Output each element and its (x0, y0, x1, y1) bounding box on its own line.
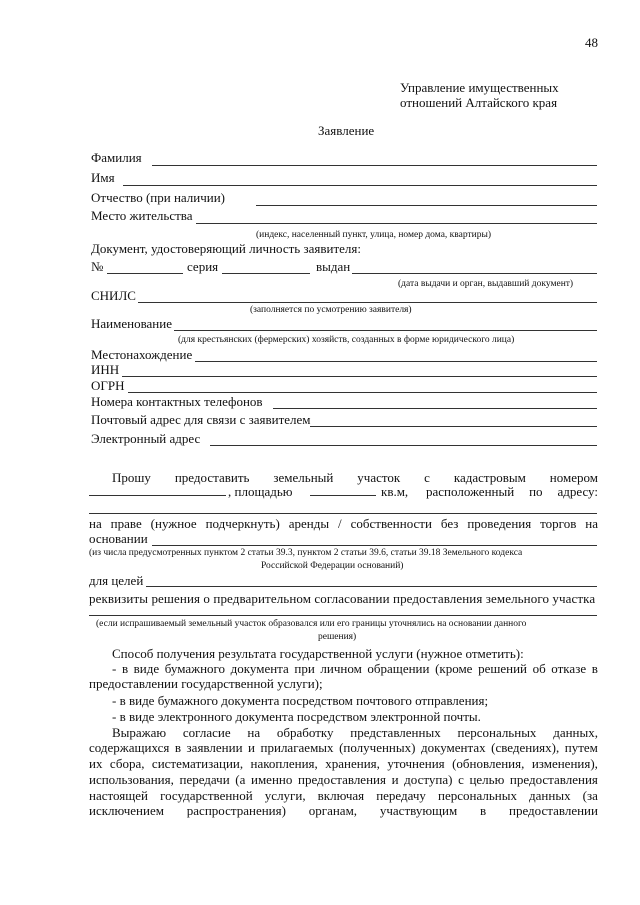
patronymic-field[interactable] (256, 205, 597, 206)
word: (полученных) (339, 740, 416, 755)
word: об (532, 661, 546, 676)
word: предоставления (509, 772, 598, 787)
method-heading: Способ получения результата государственной услуги (нужное отметить): (112, 646, 524, 661)
snils-hint: (заполняется по усмотрению заявителя) (250, 305, 412, 315)
email-label: Электронный адрес (91, 431, 201, 446)
ogrn-label: ОГРН (91, 378, 125, 393)
residence-label: Место жительства (91, 208, 193, 223)
phones-label: Номера контактных телефонов (91, 394, 263, 409)
word: в (121, 661, 129, 676)
word: передачи (179, 772, 230, 787)
name-label: Имя (91, 170, 115, 185)
word: участвующим (379, 803, 458, 818)
area-label: , площадью (228, 484, 293, 499)
request-line-3 (89, 516, 598, 532)
word: (нужное (150, 516, 197, 531)
consent-line-2 (89, 740, 598, 756)
word: торгов (540, 516, 577, 531)
basis-field[interactable] (152, 545, 597, 546)
page-number: 48 (585, 35, 598, 50)
word: собственности (350, 516, 432, 531)
word: (за (582, 788, 598, 803)
location-label: Местонахождение (91, 347, 193, 362)
word: праве (110, 516, 142, 531)
word: при (294, 661, 315, 676)
postal-address-field[interactable] (310, 426, 597, 427)
word: систематизации, (151, 756, 244, 771)
word: с (424, 470, 430, 485)
word: предоставления (297, 772, 386, 787)
basis-hint-2: Российской Федерации оснований) (261, 561, 404, 571)
word: (обновления, (452, 756, 525, 771)
word: / (338, 516, 342, 531)
word: заявлении (186, 740, 243, 755)
word: хранения, (325, 756, 380, 771)
surname-label: Фамилия (91, 150, 142, 165)
snils-label: СНИЛС (91, 288, 136, 303)
word: включая (317, 788, 365, 803)
word: представленных (350, 725, 441, 740)
word: отказе (551, 661, 587, 676)
word: обработку (276, 725, 334, 740)
ogrn-field[interactable] (128, 392, 597, 393)
word: данных (529, 788, 571, 803)
word: номером (549, 470, 598, 485)
word: передачу (376, 788, 426, 803)
word: документах (420, 740, 486, 755)
org-name-label: Наименование (91, 316, 172, 331)
requisites-field[interactable] (89, 615, 597, 616)
issued-label: выдан (316, 259, 351, 274)
postal-address-label: Почтовый адрес для связи с заявителем (91, 412, 311, 427)
surname-field[interactable] (152, 165, 597, 166)
word: бумажного (164, 661, 226, 676)
word: предоставлении (509, 803, 598, 818)
address-field[interactable] (89, 513, 597, 514)
word: государственной (160, 788, 253, 803)
word: участок (357, 470, 401, 485)
word: персональных (457, 725, 537, 740)
requisites-label: реквизиты решения о предварительном согласовании предоставления земельного участка (89, 591, 596, 606)
residence-field[interactable] (196, 223, 597, 224)
word: личном (320, 661, 362, 676)
word: расположенный (426, 484, 515, 499)
word: на (247, 725, 261, 740)
word: кадастровым (453, 470, 526, 485)
word: содержащихся (89, 740, 170, 755)
word: услуги, (264, 788, 306, 803)
word: исключением (89, 803, 164, 818)
name-field[interactable] (123, 185, 597, 186)
word: распространения) (186, 803, 286, 818)
purpose-label: для целей (89, 573, 144, 588)
cadastral-number-field[interactable] (89, 495, 226, 496)
word: в (174, 740, 182, 755)
email-field[interactable] (210, 445, 597, 446)
word: документа (230, 661, 289, 676)
word: на (89, 516, 102, 531)
number-field[interactable] (107, 273, 183, 274)
issued-hint: (дата выдачи и орган, выдавший документ) (398, 279, 574, 289)
word: путем (564, 740, 598, 755)
residence-hint: (индекс, населенный пункт, улица, номер дома, квартиры) (256, 230, 492, 240)
word: уточнения (387, 756, 445, 771)
word: доступа) (404, 772, 453, 787)
word: согласие (182, 725, 231, 740)
consent-line-3 (89, 756, 598, 772)
area-field[interactable] (310, 495, 376, 496)
basis-label: основании (89, 531, 148, 546)
word: в (591, 661, 598, 676)
word: обращении (367, 661, 430, 676)
word: подчеркнуть) (205, 516, 280, 531)
word: виде (133, 661, 160, 676)
requisites-hint-2: решения) (318, 632, 357, 642)
word: проведения (467, 516, 532, 531)
area-unit: кв.м, (381, 484, 409, 499)
word: органам, (308, 803, 358, 818)
consent-line-4 (89, 772, 598, 788)
series-field[interactable] (222, 273, 310, 274)
word: и (391, 772, 399, 787)
word: Выражаю (112, 725, 167, 740)
consent-line-6 (89, 803, 598, 819)
consent-line-1 (112, 725, 598, 741)
word: земельный (273, 470, 334, 485)
inn-label: ИНН (91, 362, 120, 377)
word: использования, (89, 772, 174, 787)
method-option-3[interactable]: - в виде электронного документа посредством электронной почты. (112, 709, 481, 724)
org-name-field[interactable] (174, 330, 597, 331)
word: Прошу (112, 470, 151, 485)
word: и (248, 740, 256, 755)
word: по (529, 484, 543, 499)
word: (а (235, 772, 246, 787)
word: именно (251, 772, 293, 787)
word: накопления, (250, 756, 318, 771)
word: изменения), (531, 756, 598, 771)
word: без (440, 516, 459, 531)
inn-field[interactable] (122, 376, 597, 377)
method-option-2[interactable]: - в виде бумажного документа посредством почтового отправления; (112, 693, 489, 708)
word: целью (469, 772, 505, 787)
phones-field[interactable] (273, 408, 597, 409)
consent-line-5 (89, 788, 598, 804)
addressee-line-2: отношений Алтайского края (400, 95, 558, 110)
word: - (112, 661, 117, 676)
word: (сведениях), (491, 740, 560, 755)
requisites-hint-1: (если испрашиваемый земельный участок образовался или его границы уточнялись на основании данного (96, 619, 527, 629)
word: персональных (438, 788, 517, 803)
patronymic-label: Отчество (при наличии) (91, 190, 226, 205)
org-name-hint: (для крестьянских (фермерских) хозяйств, созданных в форме юридического лица) (178, 335, 515, 345)
word: в (480, 803, 487, 818)
document-title: Заявление (318, 123, 375, 138)
word: данных, (553, 725, 598, 740)
word: сбора, (109, 756, 145, 771)
word: адресу: (557, 484, 598, 499)
word: на (585, 516, 598, 531)
word: решений (478, 661, 527, 676)
method-option-1-line-1[interactable] (112, 661, 598, 677)
id-document-label: Документ, удостоверяющий личность заявителя: (91, 241, 361, 256)
method-option-1-line-2: предоставлении государственной услуги); (89, 676, 323, 691)
word: их (89, 756, 103, 771)
series-label: серия (187, 259, 219, 274)
location-field[interactable] (195, 361, 597, 362)
word: предоставить (174, 470, 250, 485)
snils-field[interactable] (138, 302, 597, 303)
address-label (426, 484, 598, 500)
word: прилагаемых (260, 740, 334, 755)
word: (кроме (435, 661, 473, 676)
purpose-field[interactable] (146, 586, 597, 587)
word: с (458, 772, 464, 787)
issued-field[interactable] (352, 273, 597, 274)
addressee-line-1: Управление имущественных (400, 80, 559, 95)
number-label: № (91, 259, 104, 274)
word: аренды (288, 516, 330, 531)
basis-hint-1: (из числа предусмотренных пунктом 2 статьи 39.3, пунктом 2 статьи 39.6, статьи 39.18 Земельного кодекса (89, 548, 523, 558)
word: настоящей (89, 788, 148, 803)
